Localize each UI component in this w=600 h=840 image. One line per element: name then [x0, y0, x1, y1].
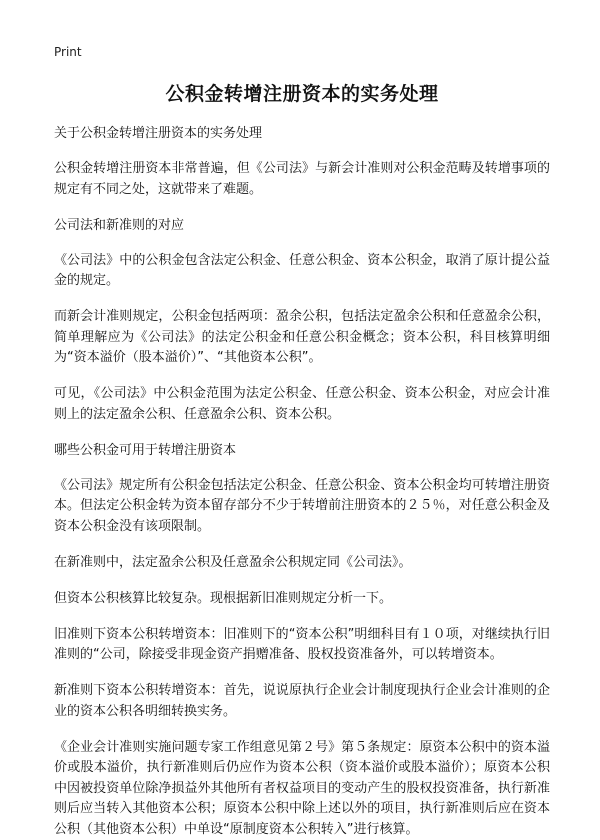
expert-opinion-paragraph: 《企业会计准则实施问题专家工作组意见第２号》第５条规定：原资本公积中的资本溢价或股本溢价，执行新准则后仍应作为资本公积（资本溢价或股本溢价）；原资本公积中因被投资单位除净损益外其他所有者权益项目的变动产生的股权投资准备，执行新准则后应当转入其他资本公积；原资本公积中除上述以外的项目，执行新准则后应在资本公积（其他资本公积）中单设“原制度资本公积转入”进行核算。 [54, 738, 550, 840]
conversion-rule-paragraph: 《公司法》规定所有公积金包括法定公积金、任意公积金、资本公积金均可转增注册资本。但法定公积金转为资本留存部分不少于转增前注册资本的２５％，对任意公积金及资本公积金没有该项限制。 [54, 476, 550, 538]
document-body [54, 124, 550, 840]
company-law-paragraph: 《公司法》中的公积金包含法定公积金、任意公积金、资本公积金，取消了原计提公益金的规定。 [54, 251, 550, 292]
complex-paragraph: 但资本公积核算比较复杂。现根据新旧准则规定分析一下。 [54, 589, 550, 610]
print-link[interactable]: Print [54, 44, 550, 60]
section-heading-which-reserves: 哪些公积金可用于转增注册资本 [54, 441, 550, 461]
new-standard-conversion-paragraph: 新准则下资本公积转增资本：首先，说说原执行企业会计制度现执行企业会计准则的企业的资本公积各明细转换实务。 [54, 681, 550, 722]
document-title: 公积金转增注册资本的实务处理 [54, 82, 550, 106]
old-standard-paragraph: 旧准则下资本公积转增资本：旧准则下的“资本公积”明细科目有１０项，对继续执行旧准则的“公司，除接受非现金资产捐赠准备、股权投资准备外，可以转增资本。 [54, 625, 550, 666]
scope-paragraph: 可见，《公司法》中公积金范围为法定公积金、任意公积金、资本公积金，对应会计准则上的法定盈余公积、任意盈余公积、资本公积。 [54, 384, 550, 425]
new-standard-paragraph: 而新会计准则规定，公积金包括两项：盈余公积，包括法定盈余公积和任意盈余公积，简单理解应为《公司法》的法定公积金和任意公积金概念；资本公积，科目核算明细为“资本溢价（股本溢价）”、“其他资本公积”。 [54, 307, 550, 369]
subtitle-heading: 关于公积金转增注册资本的实务处理 [54, 124, 550, 144]
new-standard-same-paragraph: 在新准则中，法定盈余公积及任意盈余公积规定同《公司法》。 [54, 553, 550, 574]
section-heading-correspondence: 公司法和新准则的对应 [54, 216, 550, 236]
intro-paragraph: 公积金转增注册资本非常普遍，但《公司法》与新会计准则对公积金范畴及转增事项的规定有不同之处，这就带来了难题。 [54, 159, 550, 200]
